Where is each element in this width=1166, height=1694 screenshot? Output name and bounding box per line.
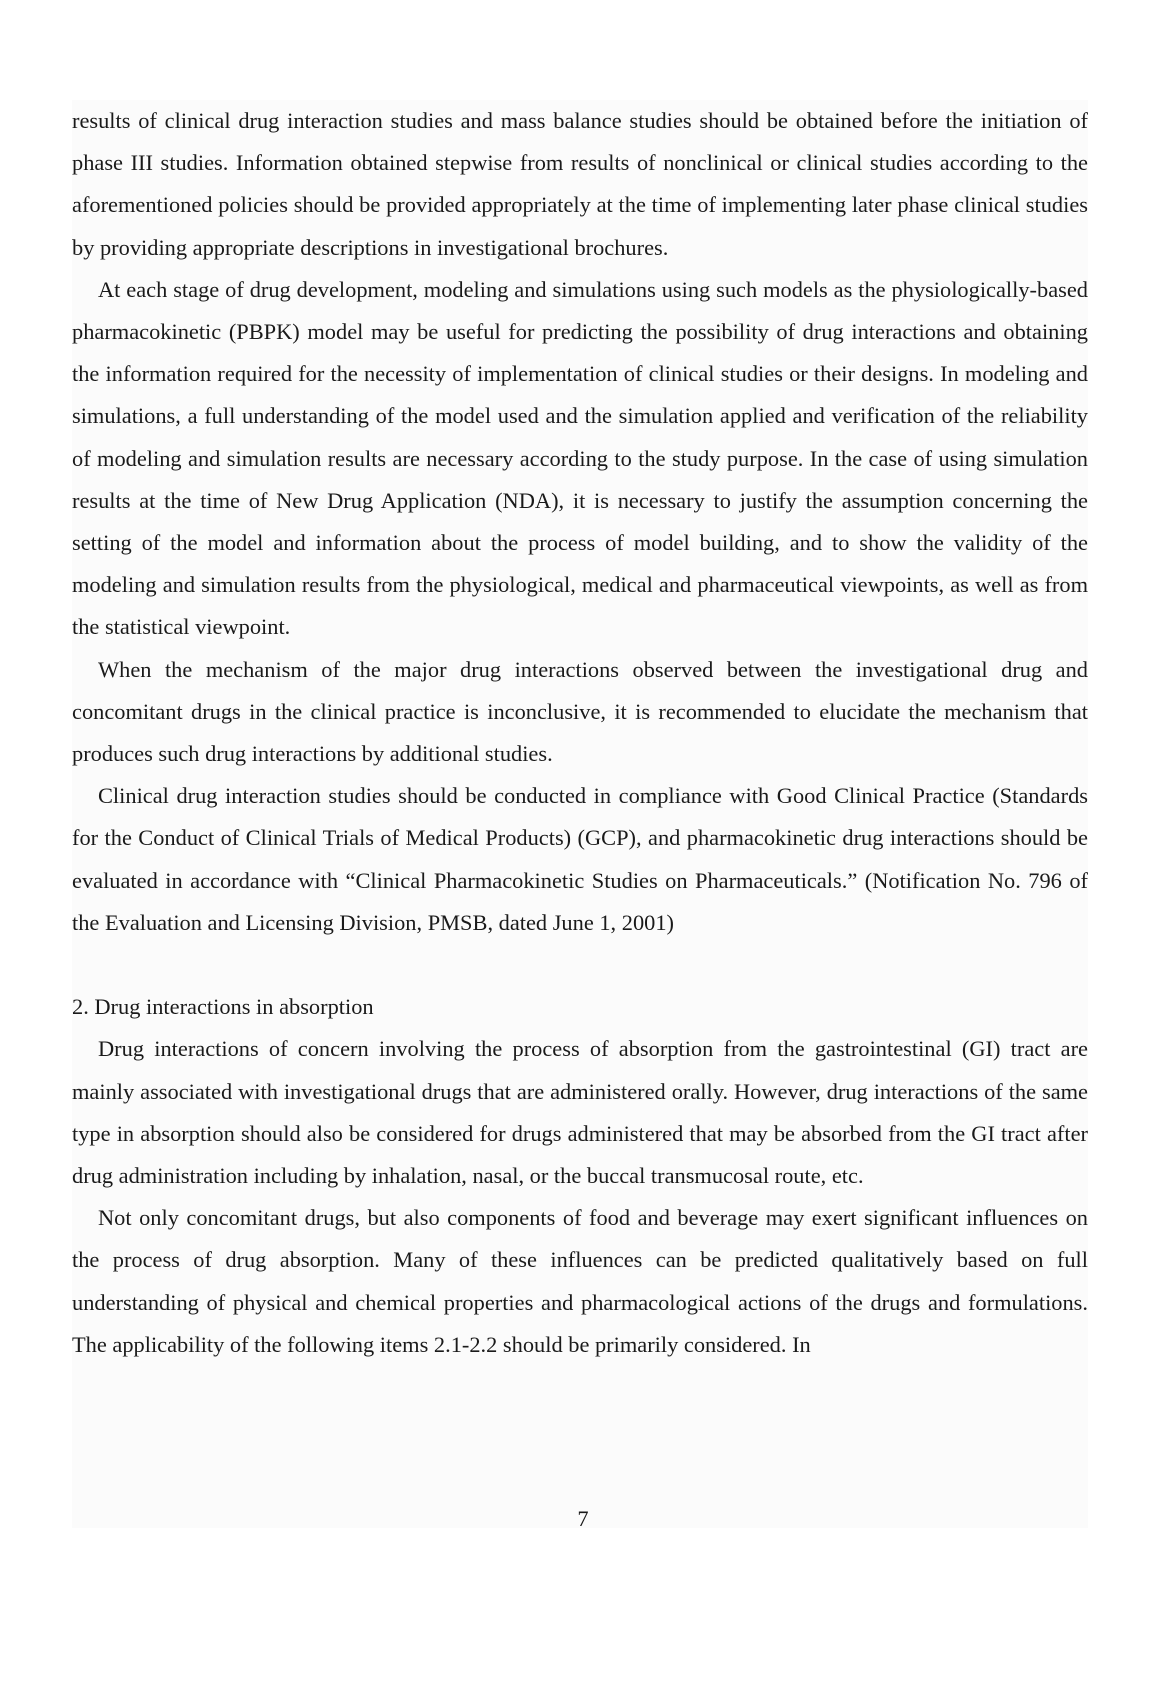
paragraph-absorption-gi-tract: Drug interactions of concern involving the process of absorption from the gastrointestinal (GI) tract are mainly associated with investigational drugs that are administered orally. However, drug interactions of the same type in absorption should also be considered for drugs administered that may be absorbed from the GI tract after drug administration including by inhalation, nasal, or the buccal transmucosal route, etc. <box>72 1036 1088 1189</box>
page-number: 7 <box>577 1506 589 1531</box>
paragraph-mechanism: When the mechanism of the major drug interactions observed between the investigational drug and concomitant drugs in the clinical practice is inconclusive, it is recommended to elucidate the mechanism that produces such drug interactions by additional studies. <box>72 656 1088 767</box>
paragraph-continuation: results of clinical drug interaction studies and mass balance studies should be obtained before the initiation of phase III studies. Information obtained stepwise from results of nonclinical or clinical studies according to the aforementioned policies should be provided appropriately at the time of implementing later phase clinical studies by providing appropriate descriptions in investigational brochures. <box>72 108 1088 260</box>
section-heading: 2. Drug interactions in absorption <box>72 994 374 1020</box>
document-body <box>72 100 1088 1528</box>
paragraph-spacer <box>72 944 1088 986</box>
paragraph-gcp-compliance: Clinical drug interaction studies should be conducted in compliance with Good Clinical Practice (Standards for the Conduct of Clinical Trials of Medical Products) (GCP), and pharmacokinetic drug interactions should be evaluated in accordance with “Clinical Pharmacokinetic Studies on Pharmaceuticals.” (Notification No. 796 of the Evaluation and Licensing Division, PMSB, dated June 1, 2001) <box>72 783 1088 935</box>
paragraph-modeling-simulation: At each stage of drug development, modeling and simulations using such models as the physiologically-based pharmacokinetic (PBPK) model may be useful for predicting the possibility of drug interactions and obtaining the information required for the necessity of implementation of clinical studies or their designs. In modeling and simulations, a full understanding of the model used and the simulation applied and verification of the reliability of modeling and simulation results are necessary according to the study purpose. In the case of using simulation results at the time of New Drug Application (NDA), it is necessary to justify the assumption concerning the setting of the model and information about the process of model building, and to show the validity of the modeling and simulation results from the physiological, medical and pharmaceutical viewpoints, as well as from the statistical viewpoint. <box>72 276 1088 640</box>
paragraph-food-beverage: Not only concomitant drugs, but also components of food and beverage may exert significant influences on the process of drug absorption. Many of these influences can be predicted qualitatively based on full understanding of physical and chemical properties and pharmacological actions of the drugs and formulations. The applicability of the following items 2.1-2.2 should be primarily considered. In <box>72 1205 1088 1357</box>
